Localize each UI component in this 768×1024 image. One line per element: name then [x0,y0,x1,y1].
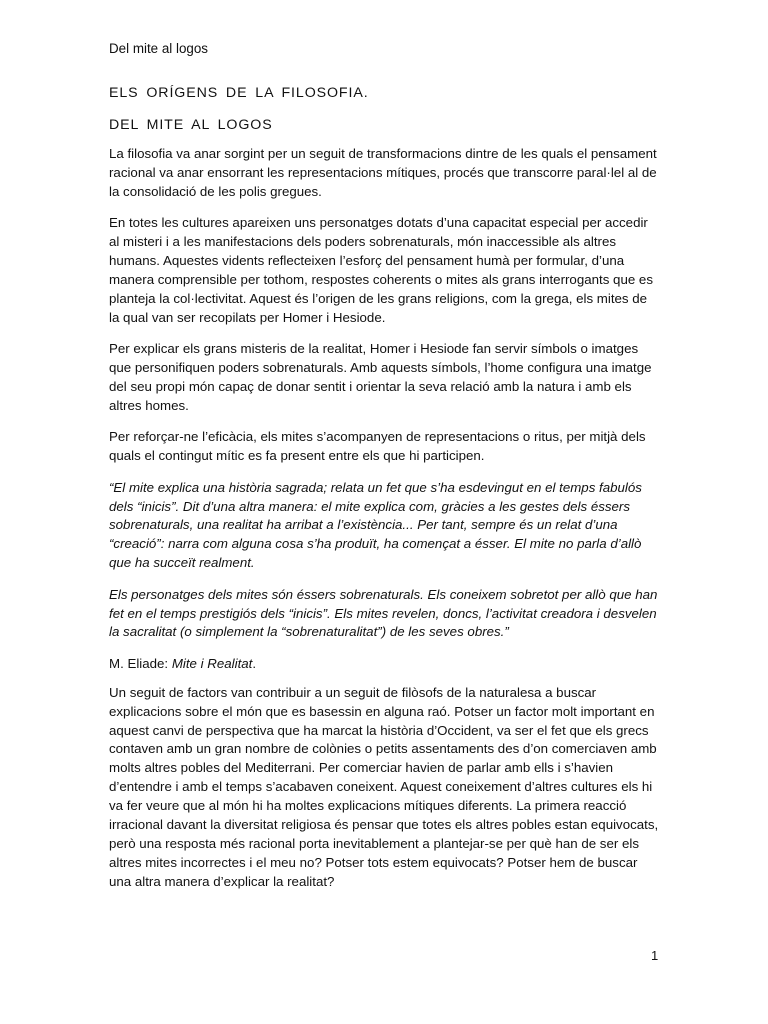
citation-end: . [252,655,257,671]
citation-author: M. Eliade: [109,655,172,671]
quote-paragraph: “El mite explica una història sagrada; relata un fet que s’ha esdevingut en el temps fabulós dels “inicis”. Dit d’una altra manera: el mite explica com, gràcies a les gestes dels éssers sobrenaturals, una realitat ha arribat a l’existència... Per tant, sempre és un relat d’una “creació”: narra com alguna cosa s’ha produït, ha començat a ésser. El mite no parla d’allò que ha succeït realment. [109,479,642,571]
paragraph: Per reforçar-ne l’eficàcia, els mites s’acompanyen de representacions o ritus, per mitjà dels quals el contingut mític es fa present entre els que hi participen. [109,429,646,464]
paragraph: La filosofia va anar sorgint per un seguit de transformacions dintre de les quals el pensament racional va anar ensorrant les representacions mítiques, procés que transcorre paral·lel al de la consolidació de les polis gregues. [109,146,657,199]
page-number: 1 [651,948,659,963]
page-header: Del mite al logos [109,41,208,56]
citation-work: Mite i Realitat [171,655,253,671]
document-body [109,84,661,904]
document-subtitle: DEL MITE AL LOGOS [109,117,273,133]
paragraph: Un seguit de factors van contribuir a un seguit de filòsofs de la naturalesa a buscar explicacions sobre el món que es basessin en alguna raó. Potser un factor molt important en aquest canvi de perspectiva que ha marcat la història d’Occident, va ser el fet que els grecs contaven amb un gran nombre de colònies o petits assentaments des d’on comerciaven amb molts altres pobles del Mediterrani. Per comerciar havien de parlar amb ells i s’havien d’entendre i amb el temps s’acabaven coneixent. Aquest coneixement d’altres cultures els hi va fer veure que al món hi ha moltes explicacions mítiques diferents. La primera reacció irracional davant la diversitat religiosa és pensar que totes els altres pobles estan equivocats, però una resposta més racional porta inevitablement a plantejar-se per què han de ser els altres mites incorrectes i el meu no? Potser tots estem equivocats? Potser hem de buscar una altra manera d’explicar la realitat? [109,684,659,889]
citation [109,655,661,674]
quote-paragraph: Els personatges dels mites són éssers sobrenaturals. Els coneixem sobretot per allò que han fet en el temps prestigiós dels “inicis”. Els mites revelen, doncs, l’activitat creadora i desvelen la sacralitat (o simplement la “sobrenaturalitat”) de les seves obres.” [109,586,658,640]
document-title: ELS ORÍGENS DE LA FILOSOFIA. [109,85,369,101]
paragraph: Per explicar els grans misteris de la realitat, Homer i Hesiode fan servir símbols o imatges que personifiquen poders sobrenaturals. Amb aquests símbols, l’home configura una imatge del seu propi món capaç de donar sentit i orientar la seva relació amb la natura i amb els altres homes. [109,341,652,413]
paragraph: En totes les cultures apareixen uns personatges dotats d’una capacitat especial per accedir al misteri i a les manifestacions dels poders sobrenaturals, món inaccessible als altres humans. Aquestes vidents reflecteixen l’esforç del pensament humà per formular, d’una manera comprensible per tothom, respostes coherents o mites als grans interrogants que es planteja la col·lectivitat. Aquest és l’origen de les grans religions, com la grega, els mites de la qual van ser recopilats per Homer i Hesiode. [109,215,653,325]
